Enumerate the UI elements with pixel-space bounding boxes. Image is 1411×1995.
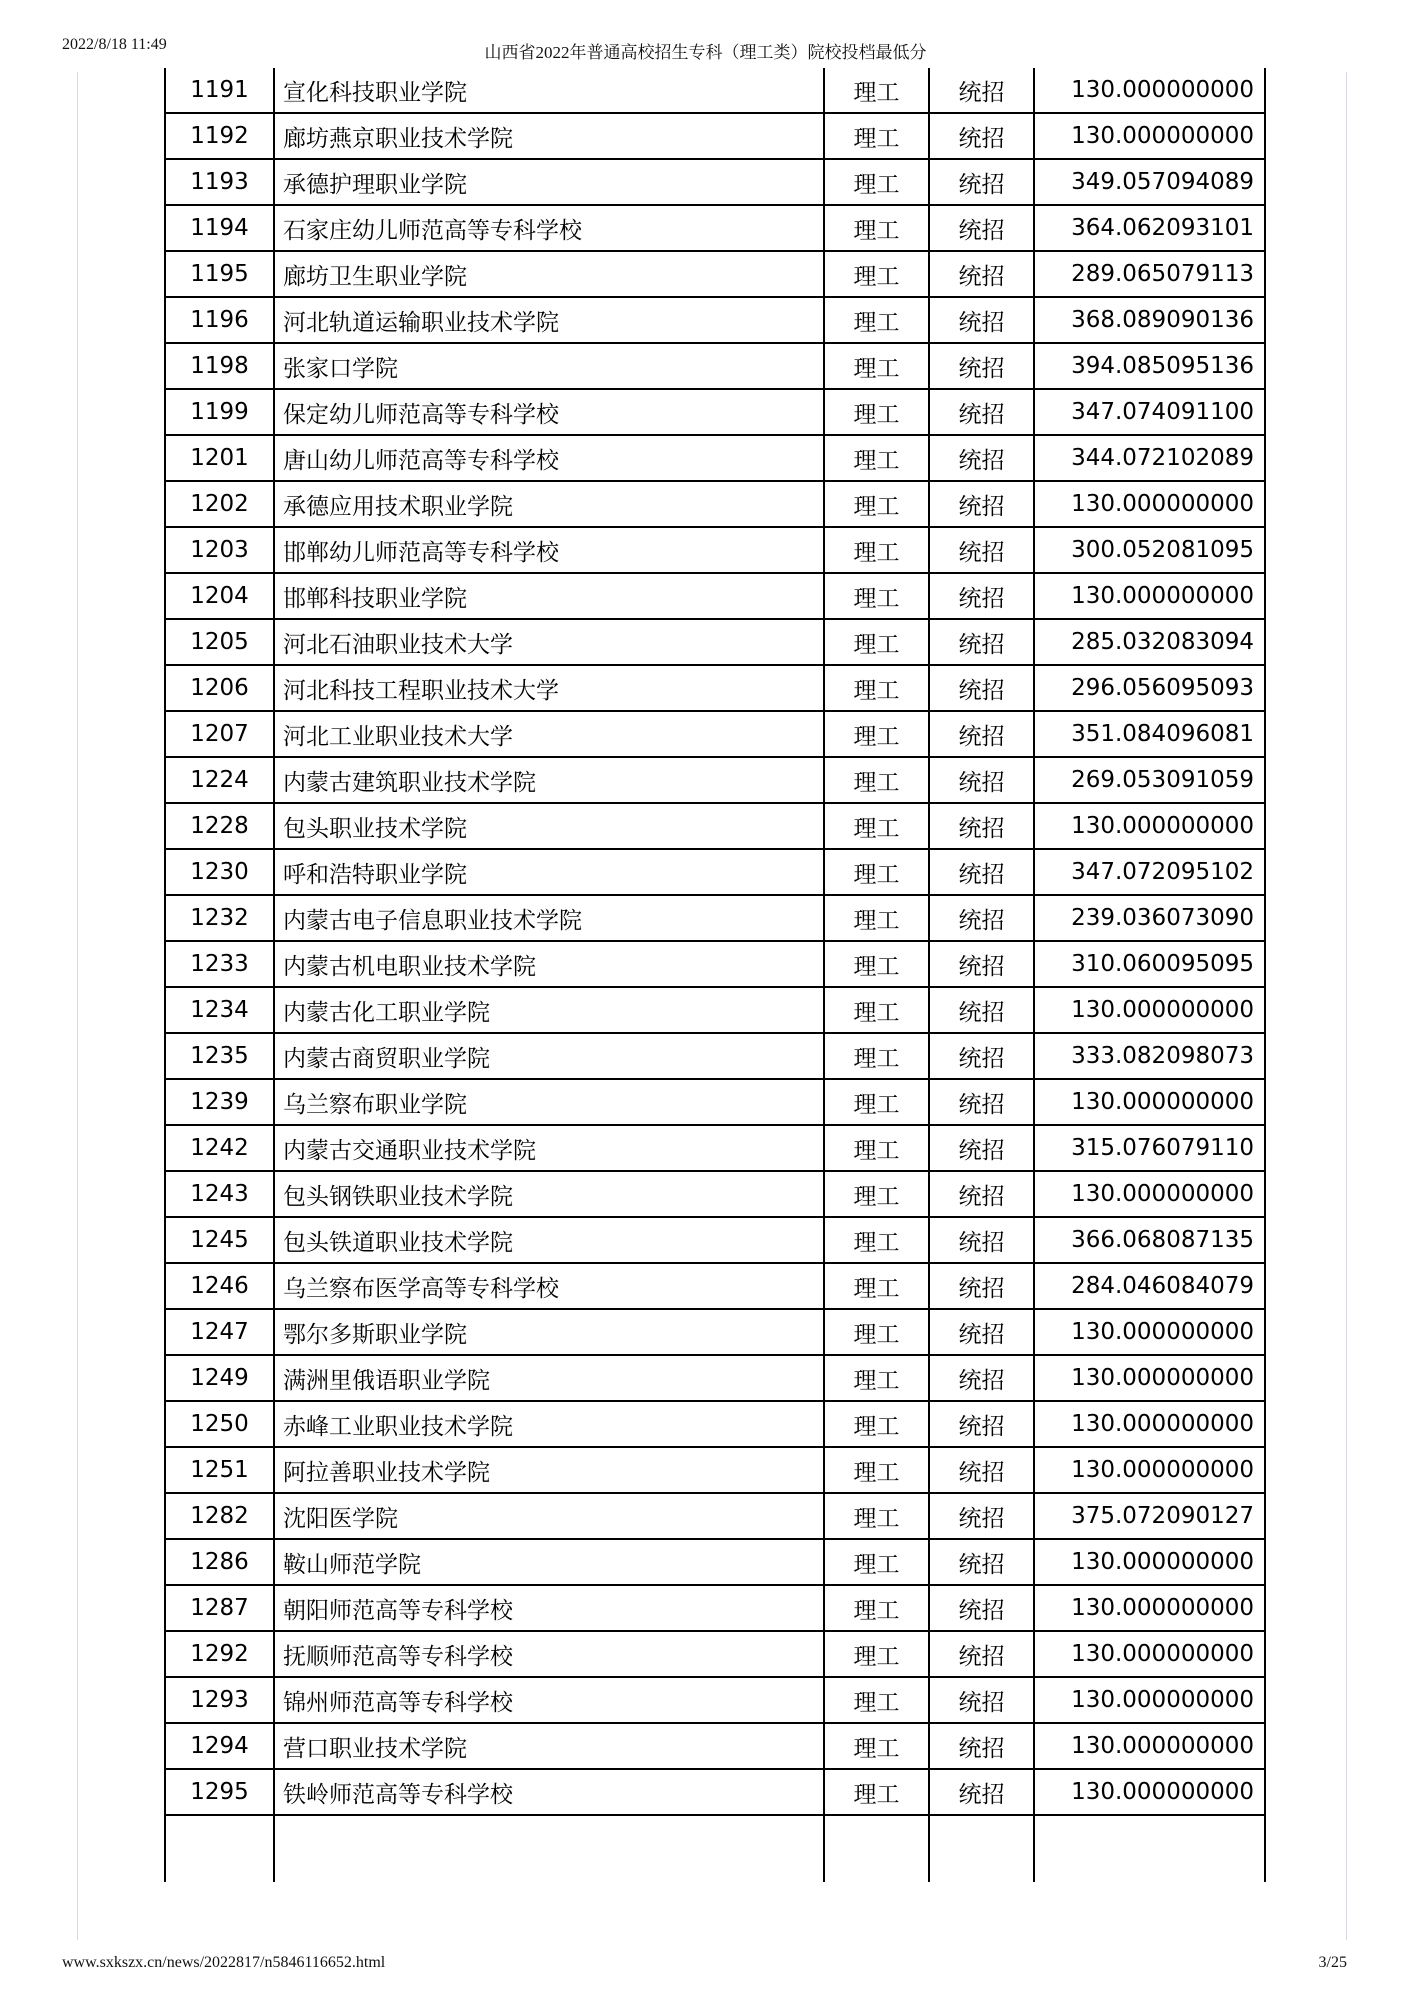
enrollment-batch-cell: 统招 — [929, 1677, 1034, 1723]
school-code-cell: 1228 — [165, 803, 274, 849]
school-code-cell: 1282 — [165, 1493, 274, 1539]
table-row — [165, 1309, 1265, 1355]
school-code-cell: 1202 — [165, 481, 274, 527]
subject-type-cell: 理工 — [824, 68, 929, 113]
school-code-cell: 1233 — [165, 941, 274, 987]
school-name-cell: 河北工业职业技术大学 — [274, 711, 824, 757]
enrollment-batch-cell: 统招 — [929, 849, 1034, 895]
table-row — [165, 1769, 1265, 1815]
subject-type-cell: 理工 — [824, 849, 929, 895]
subject-type-cell: 理工 — [824, 389, 929, 435]
min-score-cell: 366.068087135 — [1034, 1217, 1265, 1263]
subject-type-cell: 理工 — [824, 527, 929, 573]
min-score-cell: 375.072090127 — [1034, 1493, 1265, 1539]
school-name-cell: 营口职业技术学院 — [274, 1723, 824, 1769]
table-row — [165, 711, 1265, 757]
school-code-cell: 1232 — [165, 895, 274, 941]
school-name-cell: 邯郸幼儿师范高等专科学校 — [274, 527, 824, 573]
table-row — [165, 1585, 1265, 1631]
subject-type-cell: 理工 — [824, 1493, 929, 1539]
empty-cell — [929, 1815, 1034, 1882]
empty-cell — [165, 1815, 274, 1882]
subject-type-cell: 理工 — [824, 297, 929, 343]
table-row — [165, 1723, 1265, 1769]
school-code-cell: 1205 — [165, 619, 274, 665]
table-row — [165, 803, 1265, 849]
subject-type-cell: 理工 — [824, 1401, 929, 1447]
school-code-cell: 1292 — [165, 1631, 274, 1677]
min-score-cell: 130.000000000 — [1034, 1585, 1265, 1631]
school-name-cell: 铁岭师范高等专科学校 — [274, 1769, 824, 1815]
school-name-cell: 内蒙古机电职业技术学院 — [274, 941, 824, 987]
table-row — [165, 619, 1265, 665]
min-score-cell: 347.074091100 — [1034, 389, 1265, 435]
subject-type-cell: 理工 — [824, 1355, 929, 1401]
table-row — [165, 297, 1265, 343]
empty-cell — [274, 1815, 824, 1882]
enrollment-batch-cell: 统招 — [929, 665, 1034, 711]
min-score-cell: 364.062093101 — [1034, 205, 1265, 251]
school-code-cell: 1286 — [165, 1539, 274, 1585]
subject-type-cell: 理工 — [824, 1769, 929, 1815]
enrollment-batch-cell: 统招 — [929, 389, 1034, 435]
min-score-cell: 347.072095102 — [1034, 849, 1265, 895]
school-code-cell: 1195 — [165, 251, 274, 297]
school-code-cell: 1234 — [165, 987, 274, 1033]
enrollment-batch-cell: 统招 — [929, 68, 1034, 113]
enrollment-batch-cell: 统招 — [929, 205, 1034, 251]
enrollment-batch-cell: 统招 — [929, 1309, 1034, 1355]
min-score-cell: 394.085095136 — [1034, 343, 1265, 389]
enrollment-batch-cell: 统招 — [929, 1033, 1034, 1079]
school-code-cell: 1293 — [165, 1677, 274, 1723]
school-code-cell: 1201 — [165, 435, 274, 481]
school-code-cell: 1247 — [165, 1309, 274, 1355]
school-name-cell: 河北轨道运输职业技术学院 — [274, 297, 824, 343]
table-row — [165, 757, 1265, 803]
school-code-cell: 1250 — [165, 1401, 274, 1447]
enrollment-batch-cell: 统招 — [929, 1355, 1034, 1401]
school-name-cell: 呼和浩特职业学院 — [274, 849, 824, 895]
enrollment-batch-cell: 统招 — [929, 481, 1034, 527]
table-row — [165, 1677, 1265, 1723]
school-name-cell: 包头钢铁职业技术学院 — [274, 1171, 824, 1217]
school-code-cell: 1294 — [165, 1723, 274, 1769]
min-score-cell: 310.060095095 — [1034, 941, 1265, 987]
empty-cell — [1034, 1815, 1265, 1882]
school-name-cell: 邯郸科技职业学院 — [274, 573, 824, 619]
min-score-cell: 130.000000000 — [1034, 1769, 1265, 1815]
min-score-cell: 130.000000000 — [1034, 481, 1265, 527]
table-row — [165, 573, 1265, 619]
table-row — [165, 527, 1265, 573]
enrollment-batch-cell: 统招 — [929, 343, 1034, 389]
school-name-cell: 廊坊燕京职业技术学院 — [274, 113, 824, 159]
subject-type-cell: 理工 — [824, 757, 929, 803]
subject-type-cell: 理工 — [824, 1217, 929, 1263]
school-name-cell: 唐山幼儿师范高等专科学校 — [274, 435, 824, 481]
enrollment-batch-cell: 统招 — [929, 1539, 1034, 1585]
school-name-cell: 张家口学院 — [274, 343, 824, 389]
subject-type-cell: 理工 — [824, 1263, 929, 1309]
school-code-cell: 1192 — [165, 113, 274, 159]
school-code-cell: 1239 — [165, 1079, 274, 1125]
school-name-cell: 鄂尔多斯职业学院 — [274, 1309, 824, 1355]
enrollment-batch-cell: 统招 — [929, 941, 1034, 987]
table-row — [165, 159, 1265, 205]
school-name-cell: 承德应用技术职业学院 — [274, 481, 824, 527]
min-score-cell: 130.000000000 — [1034, 1723, 1265, 1769]
subject-type-cell: 理工 — [824, 895, 929, 941]
table-row — [165, 389, 1265, 435]
min-score-cell: 289.065079113 — [1034, 251, 1265, 297]
min-score-cell: 130.000000000 — [1034, 987, 1265, 1033]
subject-type-cell: 理工 — [824, 481, 929, 527]
school-name-cell: 乌兰察布职业学院 — [274, 1079, 824, 1125]
school-name-cell: 朝阳师范高等专科学校 — [274, 1585, 824, 1631]
table-row — [165, 251, 1265, 297]
table-row — [165, 1033, 1265, 1079]
enrollment-batch-cell: 统招 — [929, 711, 1034, 757]
school-code-cell: 1249 — [165, 1355, 274, 1401]
subject-type-cell: 理工 — [824, 1447, 929, 1493]
school-code-cell: 1230 — [165, 849, 274, 895]
enrollment-batch-cell: 统招 — [929, 619, 1034, 665]
table-row — [165, 1355, 1265, 1401]
page-title: 山西省2022年普通高校招生专科（理工类）院校投档最低分 — [484, 43, 927, 62]
table-row — [165, 941, 1265, 987]
table-row — [165, 435, 1265, 481]
subject-type-cell: 理工 — [824, 251, 929, 297]
enrollment-batch-cell: 统招 — [929, 251, 1034, 297]
enrollment-batch-cell: 统招 — [929, 1493, 1034, 1539]
admission-score-table — [164, 68, 1266, 1882]
min-score-cell: 300.052081095 — [1034, 527, 1265, 573]
enrollment-batch-cell: 统招 — [929, 1217, 1034, 1263]
school-name-cell: 乌兰察布医学高等专科学校 — [274, 1263, 824, 1309]
subject-type-cell: 理工 — [824, 1033, 929, 1079]
table-row — [165, 1263, 1265, 1309]
page-margin-line-left — [77, 72, 78, 1940]
subject-type-cell: 理工 — [824, 665, 929, 711]
enrollment-batch-cell: 统招 — [929, 757, 1034, 803]
school-name-cell: 宣化科技职业学院 — [274, 68, 824, 113]
subject-type-cell: 理工 — [824, 1631, 929, 1677]
subject-type-cell: 理工 — [824, 1723, 929, 1769]
table-row — [165, 1631, 1265, 1677]
school-code-cell: 1246 — [165, 1263, 274, 1309]
table-row — [165, 343, 1265, 389]
min-score-cell: 130.000000000 — [1034, 803, 1265, 849]
table-row — [165, 481, 1265, 527]
min-score-cell: 344.072102089 — [1034, 435, 1265, 481]
school-code-cell: 1243 — [165, 1171, 274, 1217]
min-score-cell: 130.000000000 — [1034, 1447, 1265, 1493]
school-name-cell: 内蒙古建筑职业技术学院 — [274, 757, 824, 803]
school-name-cell: 阿拉善职业技术学院 — [274, 1447, 824, 1493]
subject-type-cell: 理工 — [824, 619, 929, 665]
subject-type-cell: 理工 — [824, 987, 929, 1033]
school-code-cell: 1199 — [165, 389, 274, 435]
enrollment-batch-cell: 统招 — [929, 1769, 1034, 1815]
table-row — [165, 987, 1265, 1033]
min-score-cell: 130.000000000 — [1034, 113, 1265, 159]
school-name-cell: 赤峰工业职业技术学院 — [274, 1401, 824, 1447]
subject-type-cell: 理工 — [824, 1079, 929, 1125]
subject-type-cell: 理工 — [824, 159, 929, 205]
table-row — [165, 1079, 1265, 1125]
school-code-cell: 1295 — [165, 1769, 274, 1815]
school-code-cell: 1196 — [165, 297, 274, 343]
school-code-cell: 1204 — [165, 573, 274, 619]
school-name-cell: 河北石油职业技术大学 — [274, 619, 824, 665]
empty-cell — [824, 1815, 929, 1882]
enrollment-batch-cell: 统招 — [929, 159, 1034, 205]
enrollment-batch-cell: 统招 — [929, 803, 1034, 849]
school-code-cell: 1287 — [165, 1585, 274, 1631]
print-datetime: 2022/8/18 11:49 — [62, 36, 167, 53]
min-score-cell: 130.000000000 — [1034, 1631, 1265, 1677]
source-url: www.sxkszx.cn/news/2022817/n5846116652.html — [62, 1954, 386, 1971]
school-name-cell: 抚顺师范高等专科学校 — [274, 1631, 824, 1677]
school-name-cell: 内蒙古交通职业技术学院 — [274, 1125, 824, 1171]
school-code-cell: 1194 — [165, 205, 274, 251]
min-score-cell: 130.000000000 — [1034, 1309, 1265, 1355]
page-margin-line-right — [1346, 72, 1347, 1940]
school-code-cell: 1245 — [165, 1217, 274, 1263]
enrollment-batch-cell: 统招 — [929, 1171, 1034, 1217]
school-name-cell: 内蒙古商贸职业学院 — [274, 1033, 824, 1079]
min-score-cell: 239.036073090 — [1034, 895, 1265, 941]
subject-type-cell: 理工 — [824, 435, 929, 481]
subject-type-cell: 理工 — [824, 941, 929, 987]
enrollment-batch-cell: 统招 — [929, 527, 1034, 573]
min-score-cell: 130.000000000 — [1034, 1079, 1265, 1125]
enrollment-batch-cell: 统招 — [929, 1723, 1034, 1769]
subject-type-cell: 理工 — [824, 1539, 929, 1585]
subject-type-cell: 理工 — [824, 113, 929, 159]
school-name-cell: 满洲里俄语职业学院 — [274, 1355, 824, 1401]
score-table-body — [165, 68, 1265, 1882]
table-row — [165, 113, 1265, 159]
subject-type-cell: 理工 — [824, 1171, 929, 1217]
school-name-cell: 鞍山师范学院 — [274, 1539, 824, 1585]
min-score-cell: 315.076079110 — [1034, 1125, 1265, 1171]
enrollment-batch-cell: 统招 — [929, 297, 1034, 343]
min-score-cell: 349.057094089 — [1034, 159, 1265, 205]
min-score-cell: 130.000000000 — [1034, 1677, 1265, 1723]
school-name-cell: 河北科技工程职业技术大学 — [274, 665, 824, 711]
min-score-cell: 130.000000000 — [1034, 1171, 1265, 1217]
school-code-cell: 1242 — [165, 1125, 274, 1171]
enrollment-batch-cell: 统招 — [929, 987, 1034, 1033]
school-name-cell: 石家庄幼儿师范高等专科学校 — [274, 205, 824, 251]
school-code-cell: 1193 — [165, 159, 274, 205]
subject-type-cell: 理工 — [824, 803, 929, 849]
school-name-cell: 廊坊卫生职业学院 — [274, 251, 824, 297]
table-row — [165, 849, 1265, 895]
school-name-cell: 承德护理职业学院 — [274, 159, 824, 205]
enrollment-batch-cell: 统招 — [929, 1125, 1034, 1171]
subject-type-cell: 理工 — [824, 205, 929, 251]
enrollment-batch-cell: 统招 — [929, 1585, 1034, 1631]
subject-type-cell: 理工 — [824, 1585, 929, 1631]
min-score-cell: 130.000000000 — [1034, 573, 1265, 619]
subject-type-cell: 理工 — [824, 1309, 929, 1355]
min-score-cell: 130.000000000 — [1034, 1355, 1265, 1401]
min-score-cell: 130.000000000 — [1034, 68, 1265, 113]
school-code-cell: 1206 — [165, 665, 274, 711]
school-code-cell: 1191 — [165, 68, 274, 113]
enrollment-batch-cell: 统招 — [929, 573, 1034, 619]
min-score-cell: 368.089090136 — [1034, 297, 1265, 343]
table-row — [165, 1447, 1265, 1493]
min-score-cell: 351.084096081 — [1034, 711, 1265, 757]
school-name-cell: 内蒙古化工职业学院 — [274, 987, 824, 1033]
enrollment-batch-cell: 统招 — [929, 1401, 1034, 1447]
page-number: 3/25 — [1318, 1954, 1347, 1971]
enrollment-batch-cell: 统招 — [929, 435, 1034, 481]
school-name-cell: 沈阳医学院 — [274, 1493, 824, 1539]
table-row — [165, 205, 1265, 251]
school-code-cell: 1224 — [165, 757, 274, 803]
table-row — [165, 1401, 1265, 1447]
table-row-empty — [165, 1815, 1265, 1882]
enrollment-batch-cell: 统招 — [929, 113, 1034, 159]
school-code-cell: 1235 — [165, 1033, 274, 1079]
school-code-cell: 1207 — [165, 711, 274, 757]
enrollment-batch-cell: 统招 — [929, 1079, 1034, 1125]
table-row — [165, 1217, 1265, 1263]
enrollment-batch-cell: 统招 — [929, 1447, 1034, 1493]
min-score-cell: 284.046084079 — [1034, 1263, 1265, 1309]
table-row — [165, 665, 1265, 711]
school-code-cell: 1203 — [165, 527, 274, 573]
min-score-cell: 333.082098073 — [1034, 1033, 1265, 1079]
subject-type-cell: 理工 — [824, 1677, 929, 1723]
subject-type-cell: 理工 — [824, 1125, 929, 1171]
table-row — [165, 1539, 1265, 1585]
enrollment-batch-cell: 统招 — [929, 895, 1034, 941]
table-row — [165, 1493, 1265, 1539]
table-row — [165, 1171, 1265, 1217]
enrollment-batch-cell: 统招 — [929, 1263, 1034, 1309]
school-code-cell: 1251 — [165, 1447, 274, 1493]
school-name-cell: 包头职业技术学院 — [274, 803, 824, 849]
table-row — [165, 68, 1265, 113]
min-score-cell: 130.000000000 — [1034, 1401, 1265, 1447]
school-code-cell: 1198 — [165, 343, 274, 389]
min-score-cell: 296.056095093 — [1034, 665, 1265, 711]
table-row — [165, 895, 1265, 941]
school-name-cell: 锦州师范高等专科学校 — [274, 1677, 824, 1723]
school-name-cell: 保定幼儿师范高等专科学校 — [274, 389, 824, 435]
min-score-cell: 285.032083094 — [1034, 619, 1265, 665]
min-score-cell: 269.053091059 — [1034, 757, 1265, 803]
table-row — [165, 1125, 1265, 1171]
min-score-cell: 130.000000000 — [1034, 1539, 1265, 1585]
subject-type-cell: 理工 — [824, 711, 929, 757]
subject-type-cell: 理工 — [824, 343, 929, 389]
enrollment-batch-cell: 统招 — [929, 1631, 1034, 1677]
school-name-cell: 内蒙古电子信息职业技术学院 — [274, 895, 824, 941]
school-name-cell: 包头铁道职业技术学院 — [274, 1217, 824, 1263]
subject-type-cell: 理工 — [824, 573, 929, 619]
